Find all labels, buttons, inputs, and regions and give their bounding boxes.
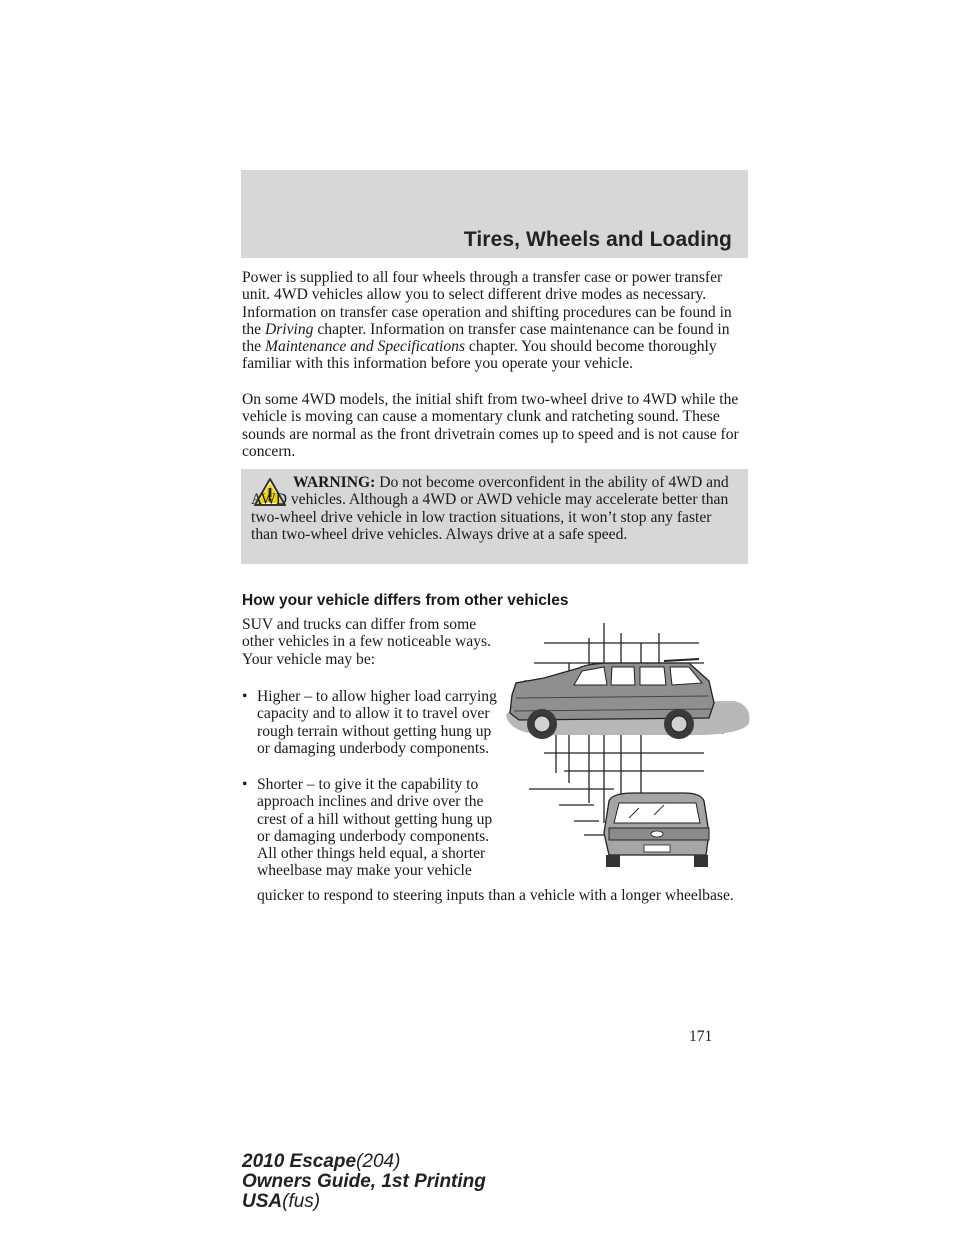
warning-text: Do not become overconfident in the ability of 4WD and AWD vehicles. Although a 4WD or AWD vehicle may accelerate better than two-wheel drive vehicle in low traction situations, it won’t stop any faster than two-wheel drive vehicles. Always drive at a safe speed. xyxy=(251,474,729,543)
footer-model-code: (204) xyxy=(356,1151,401,1172)
footer-model: 2010 Escape xyxy=(242,1151,357,1172)
maintenance-chapter-ref: Maintenance and Specifications xyxy=(264,338,466,356)
section-intro: SUV and trucks can differ from some other vehicles in a few noticeable ways. Your vehicle may be: xyxy=(242,616,491,668)
section-heading: How your vehicle differs from other vehicles xyxy=(242,592,569,609)
footer-imprint xyxy=(242,1152,486,1212)
bullet-text-higher: Higher – to allow higher load carrying capacity and to allow it to travel over rough terrain without getting hung up or damaging underbody components. xyxy=(257,688,497,757)
paragraph-4wd-shift: On some 4WD models, the initial shift from two-wheel drive to 4WD while the vehicle is moving can cause a momentary clunk and ratcheting sound. These sounds are normal as the front drivetrain comes up to speed and is not cause for concern. xyxy=(242,391,739,460)
footer-market: USA xyxy=(242,1191,283,1212)
footer-line xyxy=(242,1192,486,1212)
chapter-header-band xyxy=(241,170,748,258)
bullet-text-continuation: quicker to respond to steering inputs than a vehicle with a longer wheelbase. xyxy=(257,887,734,904)
list-item xyxy=(242,688,504,757)
footer-line xyxy=(242,1152,486,1172)
warning-paragraph xyxy=(251,474,741,543)
chapter-title: Tires, Wheels and Loading xyxy=(463,228,732,251)
footer-line: Owners Guide, 1st Printing xyxy=(242,1171,486,1192)
paragraph-text: chapter. Information on transfer case maintenance can be found in the xyxy=(242,320,730,356)
suv-illustration xyxy=(504,623,754,873)
page-number: 171 xyxy=(689,1028,713,1045)
warning-label: WARNING: xyxy=(293,474,376,491)
paragraph-transfer-case xyxy=(242,269,752,373)
suv-rear-view xyxy=(604,793,709,867)
bullet-text-shorter: Shorter – to give it the capability to approach inclines and drive over the crest of a hill without getting hung up or damaging underbody components. All other things held equal, a shorter wheelbase may make your vehicle xyxy=(257,776,493,880)
paragraph-text: chapter. You should become thoroughly familiar with this information before you operate your vehicle. xyxy=(242,338,717,373)
bullet-marker: • xyxy=(242,776,248,793)
list-item xyxy=(242,776,504,880)
warning-box xyxy=(241,469,748,564)
suv-side-view xyxy=(506,659,749,739)
bullet-marker: • xyxy=(242,688,248,705)
driving-chapter-ref: Driving xyxy=(264,320,314,338)
paragraph-text: Power is supplied to all four wheels through a transfer case or power transfer unit. 4WD vehicles allow you to select different drive modes as necessary. Information on transfer case operation and shifting procedures can be found in the xyxy=(242,269,732,338)
footer-market-code: (fus) xyxy=(282,1191,321,1212)
